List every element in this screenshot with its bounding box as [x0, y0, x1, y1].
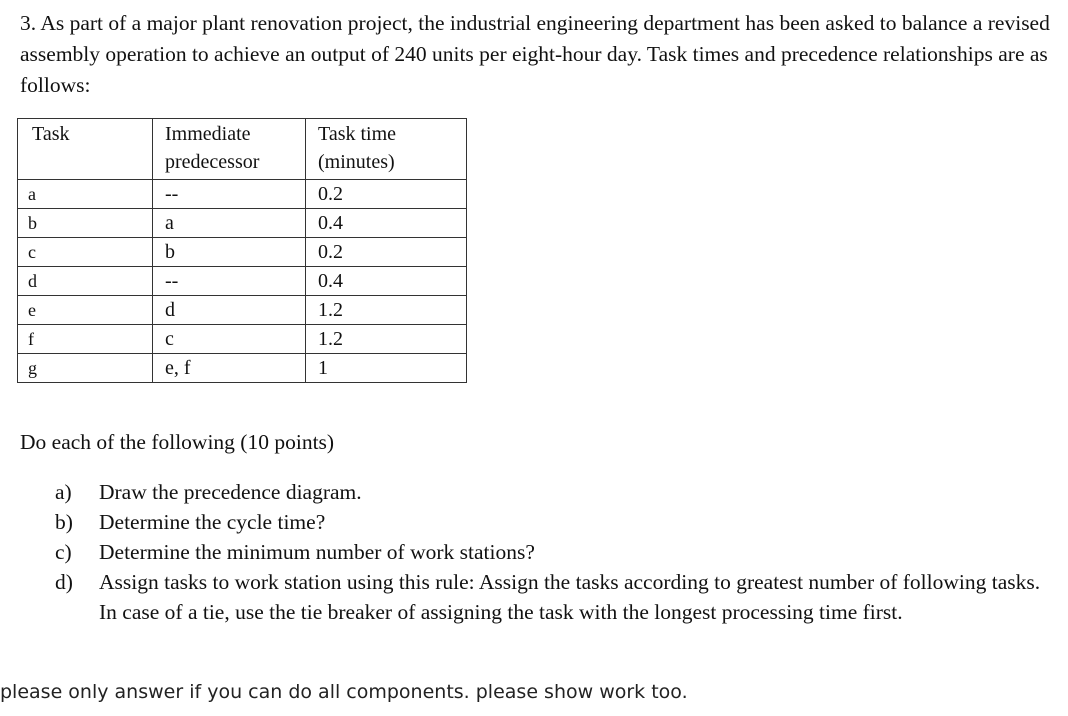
- part-text: Determine the cycle time?: [99, 510, 326, 534]
- header-time-line2: (minutes): [318, 151, 395, 173]
- time-cell: 0.4: [306, 267, 467, 296]
- predecessor-cell: a: [153, 209, 306, 238]
- list-item: [55, 507, 1045, 537]
- part-text: Assign tasks to work station using this rule: Assign the tasks according to greatest number of following tasks. In case of a tie, use the tie breaker of assigning the task with the longest processing time first.: [99, 570, 1041, 624]
- table-row: [18, 180, 467, 209]
- task-table: [17, 118, 467, 383]
- predecessor-cell: b: [153, 238, 306, 267]
- predecessor-cell: e, f: [153, 354, 306, 383]
- time-cell: 0.2: [306, 238, 467, 267]
- table-row: [18, 238, 467, 267]
- list-item: [55, 567, 1045, 627]
- time-cell: 1.2: [306, 325, 467, 354]
- table-row: [18, 267, 467, 296]
- table-row: [18, 354, 467, 383]
- list-item: [55, 537, 1045, 567]
- table-header-row: [18, 119, 467, 180]
- task-cell: e: [18, 296, 153, 325]
- task-cell: g: [18, 354, 153, 383]
- table-row: [18, 325, 467, 354]
- time-cell: 0.2: [306, 180, 467, 209]
- header-predecessor: [153, 119, 306, 180]
- predecessor-cell: c: [153, 325, 306, 354]
- part-marker: c): [55, 540, 72, 564]
- header-task-time: [306, 119, 467, 180]
- part-text: Draw the precedence diagram.: [99, 480, 362, 504]
- time-cell: 1: [306, 354, 467, 383]
- question-parts-list: [55, 477, 1045, 627]
- time-cell: 1.2: [306, 296, 467, 325]
- list-item: [55, 477, 1045, 507]
- task-cell: b: [18, 209, 153, 238]
- header-predecessor-line1: Immediate: [165, 123, 251, 145]
- task-cell: d: [18, 267, 153, 296]
- part-marker: d): [55, 570, 73, 594]
- task-cell: a: [18, 180, 153, 209]
- header-predecessor-line2: predecessor: [165, 151, 260, 173]
- problem-statement: 3. As part of a major plant renovation project, the industrial engineering department has been asked to balance a revised assembly operation to achieve an output of 240 units per eight-hour day. Task times and precedence relationships are as follows:: [20, 11, 1050, 97]
- task-cell: f: [18, 325, 153, 354]
- part-marker: b): [55, 510, 73, 534]
- table-row: [18, 209, 467, 238]
- header-task: Task: [18, 119, 153, 180]
- predecessor-cell: d: [153, 296, 306, 325]
- part-text: Determine the minimum number of work stations?: [99, 540, 535, 564]
- header-time-line1: Task time: [318, 123, 397, 145]
- table-row: [18, 296, 467, 325]
- task-cell: c: [18, 238, 153, 267]
- part-marker: a): [55, 480, 72, 504]
- instructions-heading: Do each of the following (10 points): [20, 430, 335, 454]
- predecessor-cell: --: [153, 180, 306, 209]
- footer-note: please only answer if you can do all components. please show work too.: [0, 681, 688, 703]
- time-cell: 0.4: [306, 209, 467, 238]
- predecessor-cell: --: [153, 267, 306, 296]
